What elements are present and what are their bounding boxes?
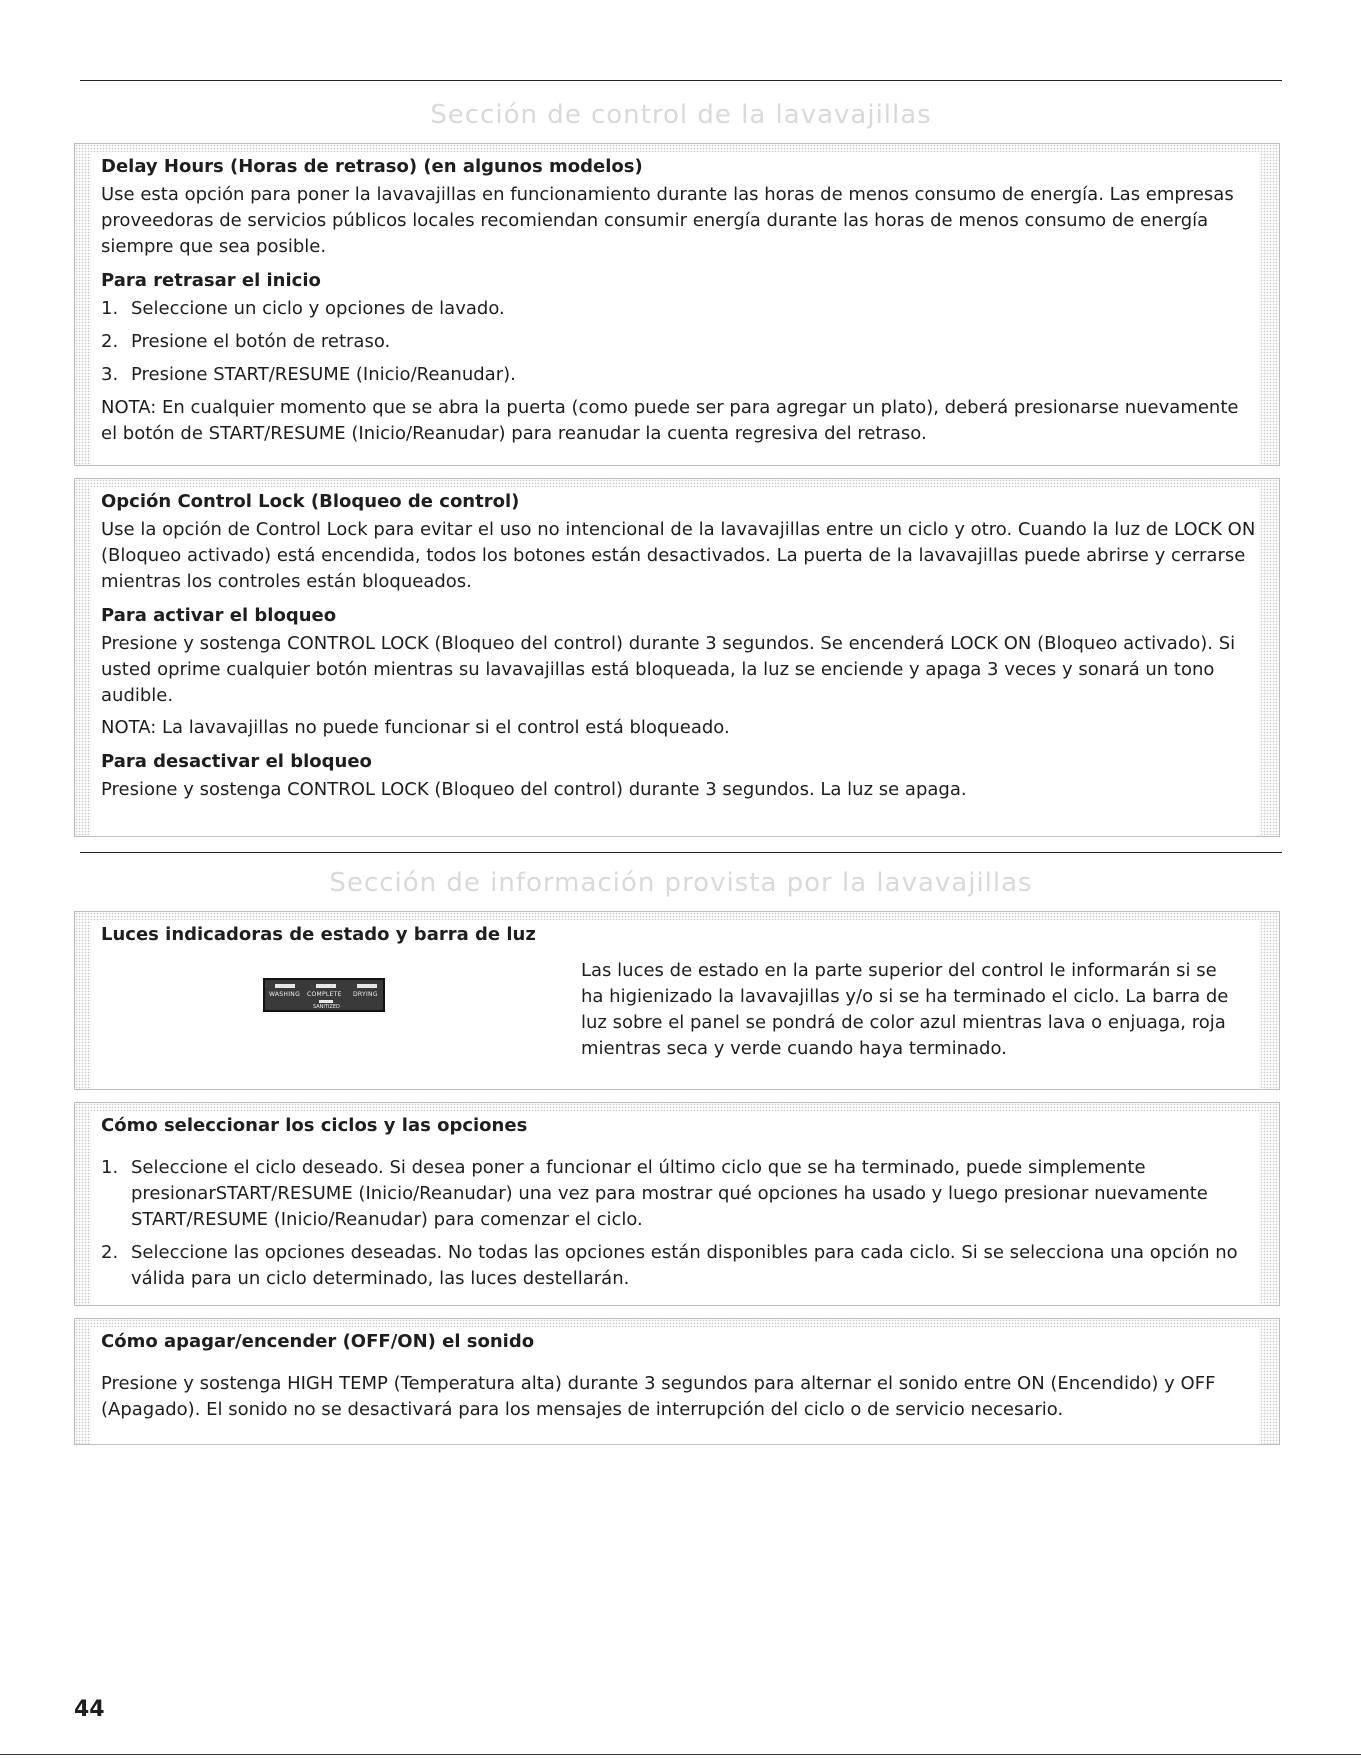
section-rule [80, 852, 1282, 853]
list-item [101, 329, 1259, 355]
sound-box [74, 1318, 1280, 1445]
delay-note: NOTA: En cualquier momento que se abra la puerta (como puede ser para agregar un plato), deberá presionarse nuevamente el botón de START/RESUME (Inicio/Reanudar) para reanudar la cuenta regresiva del retraso. [101, 397, 1239, 444]
washing-led-icon [275, 984, 295, 988]
lock-deactivate-text: Presione y sostenga CONTROL LOCK (Bloqueo del control) durante 3 segundos. La luz se apaga. [101, 779, 967, 800]
section-title-control: Sección de control de la lavavajillas [430, 100, 932, 130]
status-row [101, 950, 1259, 1070]
control-lock-box [74, 478, 1280, 837]
step-text: Seleccione un ciclo y opciones de lavado. [131, 298, 505, 319]
delay-hours-heading: Delay Hours (Horas de retraso) (en algunos modelos) [101, 156, 643, 177]
cycles-box [74, 1102, 1280, 1306]
delay-hours-box [74, 143, 1280, 466]
step-text: Seleccione las opciones deseadas. No todas las opciones están disponibles para cada ciclo. Si se selecciona una opción no válida para un ciclo determinado, las luces destellarán. [131, 1242, 1238, 1289]
delay-hours-intro: Use esta opción para poner la lavavajillas en funcionamiento durante las horas de menos consumo de energía. Las empresas proveedoras de servicios públicos locales recomiendan consumir energía durante las horas de menos consumo de energía siempre que sea posible. [101, 184, 1234, 257]
page-number: 44 [74, 1697, 105, 1722]
status-panel-image [263, 978, 385, 1012]
washing-label: WASHING [269, 991, 301, 998]
list-item [101, 296, 1259, 322]
list-item [101, 1240, 1259, 1292]
list-item [101, 362, 1259, 388]
step-number: 1. [101, 298, 119, 319]
lock-activate-subheading: Para activar el bloqueo [101, 605, 337, 626]
sanitized-label: SANITIZED [313, 1004, 340, 1010]
step-number: 2. [101, 1242, 119, 1263]
status-lights-text: Las luces de estado en la parte superior del control le informarán si se ha higienizado la lavavajillas y/o si se ha terminado el ciclo. La barra de luz sobre el panel se pondrá de color azul mientras lava o enjuaga, roja mientras seca y verde cuando haya terminado. [581, 960, 1229, 1059]
step-number: 1. [101, 1157, 119, 1178]
step-number: 3. [101, 364, 119, 385]
drying-label: DRYING [353, 991, 378, 998]
cycles-heading: Cómo seleccionar los ciclos y las opciones [101, 1115, 528, 1136]
list-item [101, 1155, 1259, 1233]
status-lights-heading: Luces indicadoras de estado y barra de luz [101, 924, 536, 945]
section-title-information: Sección de información provista por la lavavajillas [329, 868, 1033, 898]
sound-text: Presione y sostenga HIGH TEMP (Temperatura alta) durante 3 segundos para alternar el sonido entre ON (Encendido) y OFF (Apagado). El sonido no se desactivará para los mensajes de interrupción del ciclo o de servicio necesario. [101, 1373, 1216, 1420]
lock-deactivate-subheading: Para desactivar el bloqueo [101, 751, 372, 772]
status-lights-box [74, 911, 1280, 1090]
control-lock-intro: Use la opción de Control Lock para evitar el uso no intencional de la lavavajillas entre un ciclo y otro. Cuando la luz de LOCK ON (Bloqueo activado) está encendida, todos los botones están desactivados. La puerta de la lavavajillas puede abrirse y cerrarse mientras los controles están bloqueados. [101, 519, 1256, 592]
sound-heading: Cómo apagar/encender (OFF/ON) el sonido [101, 1331, 535, 1352]
top-rule [80, 80, 1282, 81]
bottom-rule [0, 1754, 1361, 1755]
step-text: Presione START/RESUME (Inicio/Reanudar). [131, 364, 516, 385]
control-lock-heading: Opción Control Lock (Bloqueo de control) [101, 491, 520, 512]
step-text: Presione el botón de retraso. [131, 331, 391, 352]
complete-label: COMPLETE [307, 991, 342, 998]
step-number: 2. [101, 331, 119, 352]
delay-steps-list [101, 296, 1259, 388]
lock-activate-text: Presione y sostenga CONTROL LOCK (Bloqueo del control) durante 3 segundos. Se encenderá LOCK ON (Bloqueo activado). Si usted oprime cualquier botón mientras su lavavajillas está bloqueada, la luz se enciende y apaga 3 veces y sonará un tono audible. [101, 633, 1236, 706]
lock-note: NOTA: La lavavajillas no puede funcionar si el control está bloqueado. [101, 717, 730, 738]
drying-led-icon [357, 984, 377, 988]
cycles-steps-list [101, 1155, 1259, 1292]
complete-led-icon [316, 984, 336, 988]
sanitized-led-icon [319, 1000, 333, 1003]
delay-start-subheading: Para retrasar el inicio [101, 270, 321, 291]
step-text: Seleccione el ciclo deseado. Si desea poner a funcionar el último ciclo que se ha terminado, puede simplemente presionarSTART/RESUME (Inicio/Reanudar) una vez para mostrar qué opciones ha usado y luego presionar nuevamente START/RESUME (Inicio/Reanudar) para comenzar el ciclo. [131, 1157, 1208, 1230]
